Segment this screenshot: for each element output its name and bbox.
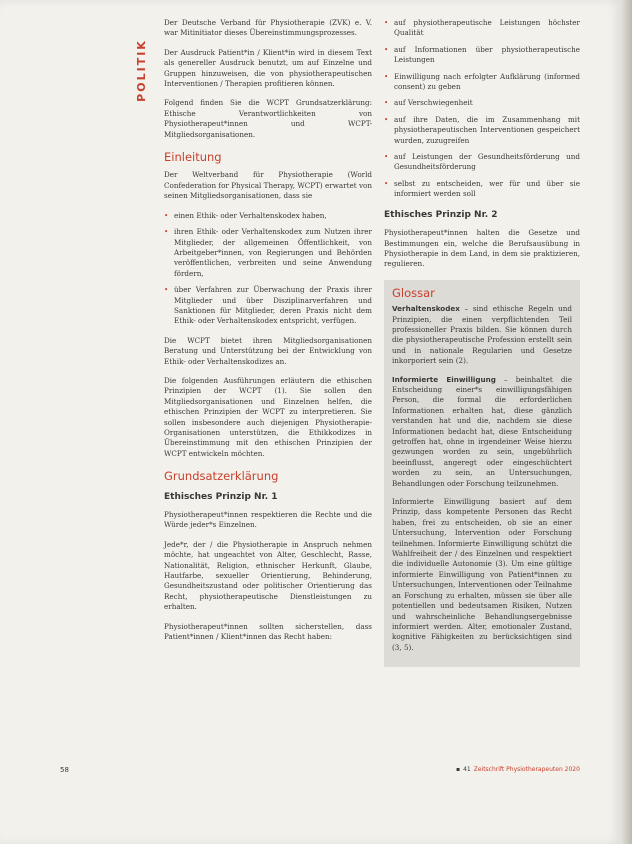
principle-2-paragraph: Physiotherapeut*innen halten die Gesetze und Bestimmungen ein, welche die Berufsausübung in Physiotherapie in dem Land, in dem sie praktizieren, regulieren. (384, 228, 580, 269)
heading-grundsatzerklaerung: Grundsatzerklärung (164, 469, 279, 484)
patient-rights-list (384, 18, 580, 200)
list-item: • auf ihre Daten, die im Zusammenhang mit physiotherapeutischen Interventionen gespeichert wurden, zuzugreifen (384, 115, 580, 146)
list-item: • auf physiotherapeutische Leistungen höchster Qualität (384, 18, 580, 39)
glossary-term: Informierte Einwilligung (392, 374, 496, 384)
glossary-definition: – sind ethische Regeln und Prinzipien, die einen verpflichtenden Teil professioneller Praxis bilden. Sie können durch die physiotherapeutische Profession erstellt sein und in nationale Regularien und Gesetze inkorporiert sein (2). (392, 304, 572, 366)
heading-principle-1: Ethisches Prinzip Nr. 1 (164, 491, 278, 502)
principles-paragraph: Die folgenden Ausführungen erläutern die ethischen Prinzipien der WCPT (1). Sie sollen den Mitgliedsorganisationen und Einzelnen helfen, die ethischen Prinzipien der WCPT zu interpretieren. Sie sollen insbesondere auch diejenigen Physiotherapie-Organisationen unterstützen, die Ethikkodizes in Übereinstimmung mit den ethischen Prinzipien der WCPT entwickeln möchten. (164, 375, 372, 458)
list-item: • Einwilligung nach erfolgter Aufklärung (informed consent) zu geben (384, 72, 580, 93)
glossary-definition: – beinhaltet die Entscheidung einer*s einwilligungsfähigen Person, die formal die erforderlichen Informationen erhalten hat, diese gänzlich verstanden hat und die, nachdem sie diese Informationen bedacht hat, diese Entscheidung getroffen hat, ohne in irgendeiner Weise hierzu gezwungen worden zu sein, ungebührlich beeinflusst, angeregt oder eingeschüchtert worden zu sein, an Untersuchungen, Behandlungen oder Forschung teilzunehmen. (392, 374, 572, 488)
list-item: • ihren Ethik- oder Verhaltenskodex zum Nutzen ihrer Mitglieder, der allgemeinen Öffentlichkeit, von Arbeitgeber*innen, von Regierungen und Behörden veröffentlichen, verbreiten und seine Anwendung fördern, (164, 227, 372, 279)
heading-einleitung: Einleitung (164, 150, 222, 165)
list-item: • auf Verschwiegenheit (384, 98, 580, 108)
list-item: • über Verfahren zur Überwachung der Praxis ihrer Mitglieder und über Disziplinarverfahren und Sanktionen für Mitglieder, deren Praxis nicht dem Ethik- oder Verhaltenskodex entspricht, verfügen. (164, 285, 372, 327)
principle-1-paragraph: Physiotherapeut*innen respektieren die Rechte und die Würde jeder*s Einzelnen. (164, 510, 372, 530)
einleitung-list (164, 211, 372, 327)
list-item: • auf Leistungen der Gesundheitsförderung und Gesundheitsförderung (384, 152, 580, 173)
section-tag-label: POLITIK (134, 39, 148, 102)
rights-paragraph: Jede*r, der / die Physiotherapie in Anspruch nehmen möchte, hat ungeachtet von Alter, Geschlecht, Rasse, Nationalität, Religion, ethnischer Herkunft, Glaube, Hautfarbe, sexueller Orientierung, Behinderung, Gesundheitszustand oder politischer Orientierung das Recht, physiotherapeutische Dienstleistungen zu erhalten. (164, 539, 372, 612)
glossary-entry-1 (392, 304, 572, 366)
page-footer (456, 766, 580, 773)
intro-paragraph-1: Der Deutsche Verband für Physiotherapie (ZVK) e. V. war Mitinitiator dieses Übereinstimmungsprozesses. (164, 18, 372, 38)
glossary-paragraph-3: Informierte Einwilligung basiert auf dem Prinzip, dass kompetente Personen das Recht haben, frei zu entscheiden, ob sie an einer Untersuchung, Intervention oder Forschung teilnehmen. Informierte Einwilligung schützt die Wahlfreiheit der / des Einzelnen und respektiert die individuelle Autonomie (3). Um eine gültige informierte Einwilligung von Patient*innen zu Untersuchungen, Interventionen oder Teilnahme an Forschung zu erhalten, müssen sie über alle potentiellen und bedeutsamen Risiken, Nutzen und wahrscheinliche Behandlungsergebnisse informiert werden. Alter, emotionaler Zustand, kognitive Fähigkeiten zu berücksichtigen sind (3, 5). (392, 497, 572, 652)
page-edge (622, 0, 632, 844)
glossary-title: Glossar (392, 285, 435, 300)
glossary-term: Verhaltenskodex (392, 304, 460, 314)
section-tag (134, 36, 152, 106)
wcpt-support-paragraph: Die WCPT bietet ihren Mitgliedsorganisationen Beratung und Unterstützung bei der Entwicklung von Ethik- oder Verhaltenskodizes an. (164, 335, 372, 366)
list-item: • selbst zu entscheiden, wer für und über sie informiert werden soll (384, 179, 580, 200)
list-item: • auf Informationen über physiotherapeutische Leistungen (384, 45, 580, 66)
ensure-paragraph: Physiotherapeut*innen sollten sicherstellen, dass Patient*innen / Klient*innen das Recht haben: (164, 621, 372, 642)
list-item: • einen Ethik- oder Verhaltenskodex haben, (164, 211, 372, 221)
intro-paragraph-2: Der Ausdruck Patient*in / Klient*in wird in diesem Text als genereller Ausdruck benutzt, um auf Einzelne und Gruppen hinzuweisen, die von physiotherapeutischen Interventionen / Therapien profitieren können. (164, 47, 372, 89)
footer-title: Zeitschrift Physiotherapeuten 2020 (473, 766, 580, 773)
glossary-box (384, 280, 580, 667)
page-number: 58 (60, 766, 69, 774)
right-column (384, 18, 580, 667)
left-column (164, 18, 372, 652)
heading-principle-2: Ethisches Prinzip Nr. 2 (384, 209, 498, 220)
glossary-entry-2 (392, 375, 572, 489)
footer-dot-icon: ▪ (456, 766, 461, 773)
footer-number: 41 (463, 766, 471, 773)
intro-paragraph-3: Folgend finden Sie die WCPT Grundsatzerklärung: Ethische Verantwortlichkeiten von Physiotherapeut*innen und WCPT-Mitgliedsorganisationen. (164, 98, 372, 139)
einleitung-paragraph: Der Weltverband für Physiotherapie (World Confederation for Physical Therapy, WCPT) erwartet von seinen Mitgliedsorganisationen, dass sie (164, 170, 372, 201)
